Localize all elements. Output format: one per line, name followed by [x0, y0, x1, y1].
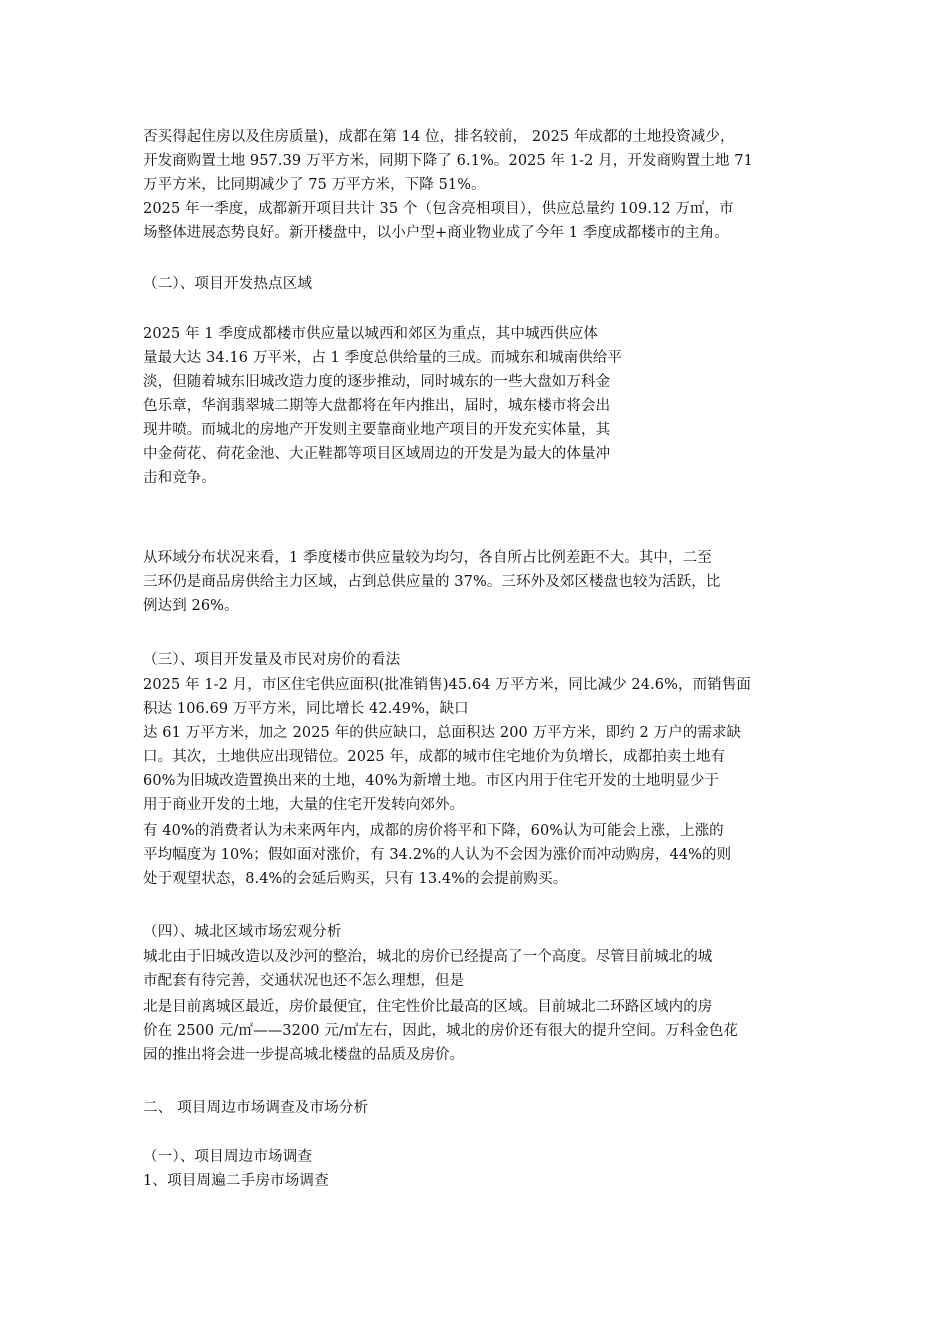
text-line: 达 61 万平方米，加之 2025 年的供应缺口，总面积达 200 万平方米，即约 2 万户的需求缺: [143, 725, 742, 741]
text-line: 2025 年 1 季度成都楼市供应量以城西和郊区为重点，其中城西供应体: [143, 326, 598, 342]
text-line: 例达到 26%。: [143, 598, 239, 614]
text-line: 量最大达 34.16 万平米，占 1 季度总供给量的三成。而城东和城南供给平: [143, 350, 622, 366]
section-heading: （三）、项目开发量及市民对房价的看法: [143, 652, 401, 668]
text-line: 开发商购置土地 957.39 万平方米，同期下降了 6.1%。2025 年 1-2 月，开发商购置土地 71: [143, 153, 753, 169]
text-line: 万平方米，比同期减少了 75 万平方米，下降 51%。: [143, 177, 486, 193]
section-heading: （一）、项目周边市场调查: [143, 1149, 313, 1165]
text-line: 2025 年一季度，成都新开项目共计 35 个（包含亮相项目），供应总量约 109.12 万㎡，市: [143, 201, 734, 217]
chapter-heading: 二、 项目周边市场调查及市场分析: [143, 1100, 369, 1116]
text-line: 平均幅度为 10%；假如面对涨价，有 34.2%的人认为不会因为涨价而冲动购房，44%的则: [143, 847, 732, 863]
text-line: 园的推出将会进一步提高城北楼盘的品质及房价。: [143, 1047, 465, 1063]
text-line: 淡，但随着城东旧城改造力度的逐步推动，同时城东的一些大盘如万科金: [143, 374, 611, 390]
text-line: 从环域分布状况来看，1 季度楼市供应量较为均匀，各自所占比例差距不大。其中，二至: [143, 550, 712, 566]
text-line: 北是目前离城区最近，房价最便宜，住宅性价比最高的区域。目前城北二环路区域内的房: [143, 999, 713, 1015]
text-line: 城北由于旧城改造以及沙河的整治，城北的房价已经提高了一个高度。尽管目前城北的城: [143, 949, 713, 965]
text-line: 中金荷花、荷花金池、大正鞋都等项目区域周边的开发是为最大的体量冲: [143, 446, 611, 462]
text-line: 市配套有待完善，交通状况也还不怎么理想，但是: [143, 973, 465, 989]
text-line: 2025 年 1-2 月，市区住宅供应面积(批准销售)45.64 万平方米，同比减少 24.6%，而销售面: [143, 677, 751, 693]
text-line: 否买得起住房以及住房质量)，成都在第 14 位，排名较前， 2025 年成都的土地投资减少，: [143, 129, 735, 145]
text-line: 价在 2500 元/㎡——3200 元/㎡左右，因此，城北的房价还有很大的提升空间。万科金色花: [143, 1023, 739, 1039]
text-line: 击和竞争。: [143, 470, 216, 486]
subsection-heading: 1、项目周遍二手房市场调查: [143, 1173, 329, 1189]
text-line: 60%为旧城改造置换出来的土地，40%为新增土地。市区内用于住宅开发的土地明显少于: [143, 773, 720, 789]
text-line: 三环仍是商品房供给主力区域，占到总供应量的 37%。三环外及郊区楼盘也较为活跃，比: [143, 574, 721, 590]
text-line: 场整体进展态势良好。新开楼盘中，以小户型+商业物业成了今年 1 季度成都楼市的主角。: [143, 225, 729, 241]
text-line: 口。其次，土地供应出现错位。2025 年，成都的城市住宅地价为负增长，成都拍卖土地有: [143, 749, 726, 765]
section-heading: （二）、项目开发热点区域: [143, 276, 313, 292]
text-line: 色乐章，华润翡翠城二期等大盘都将在年内推出，届时，城东楼市将会出: [143, 398, 611, 414]
section-heading: （四）、城北区域市场宏观分析: [143, 924, 342, 940]
text-line: 有 40%的消费者认为未来两年内，成都的房价将平和下降，60%认为可能会上涨，上涨的: [143, 823, 724, 839]
text-line: 用于商业开发的土地，大量的住宅开发转向郊外。: [143, 797, 465, 813]
text-line: 处于观望状态，8.4%的会延后购买，只有 13.4%的会提前购买。: [143, 871, 568, 887]
text-line: 现井喷。而城北的房地产开发则主要靠商业地产项目的开发充实体量，其: [143, 422, 611, 438]
text-line: 积达 106.69 万平方米，同比增长 42.49%，缺口: [143, 701, 469, 717]
